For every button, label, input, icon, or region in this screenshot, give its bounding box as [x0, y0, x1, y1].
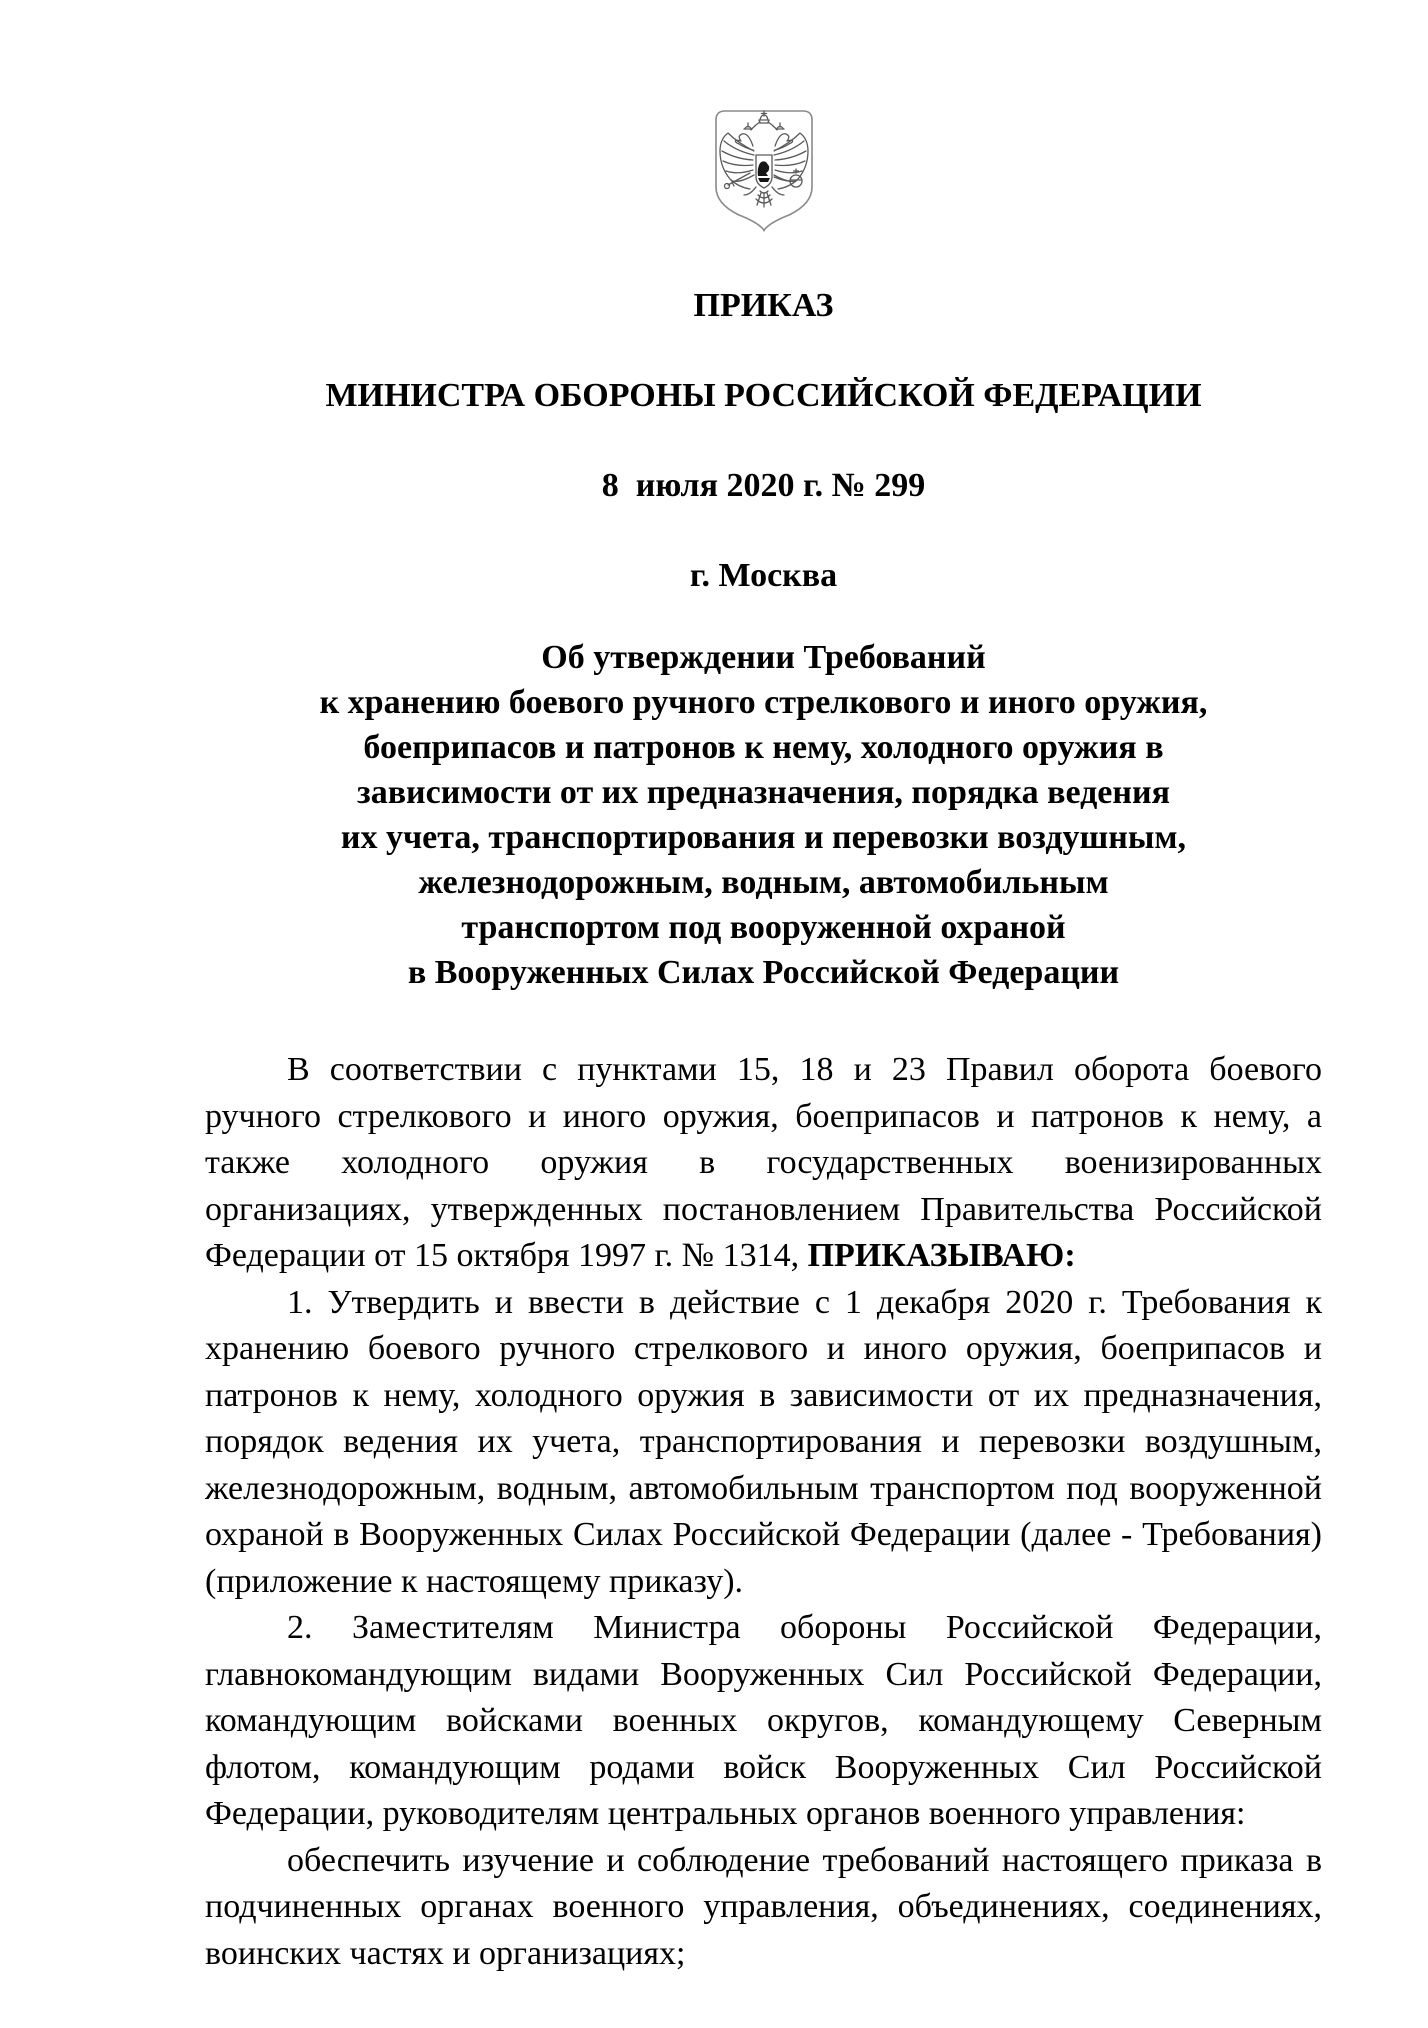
subject-line: в Вооруженных Силах Российской Федерации — [407, 954, 1120, 991]
subject-heading — [205, 635, 1322, 995]
document-body — [205, 1047, 1322, 1977]
russian-coat-of-arms-icon — [708, 103, 820, 233]
subject-line: боеприпасов и патронов к нему, холодного оружия в — [363, 729, 1164, 766]
place-of-issue: г. Москва — [689, 557, 838, 594]
paragraph-ensure-compliance: обеспечить изучение и соблюдение требований настоящего приказа в подчиненных органах военного управления, объединениях, соединениях, воинских частях и организациях; — [205, 1841, 1322, 1972]
subject-line: зависимости от их предназначения, порядка ведения — [357, 774, 1170, 811]
subject-line: Об утверждении Требований — [541, 639, 986, 676]
paragraph-item-1: 1. Утвердить и ввести в действие с 1 декабря 2020 г. Требования к хранению боевого ручного стрелкового и иного оружия, боеприпасов и патронов к нему, холодного оружия в зависимости от их предназначения, порядок ведения их учета, транспортирования и перевозки воздушным, железнодорожным, водным, автомобильным транспортом под вооруженной охраной в Вооруженных Силах Российской Федерации (далее - Требования) (приложение к настоящему приказу). — [205, 1283, 1322, 1600]
subject-line: железнодорожным, водным, автомобильным — [418, 864, 1109, 901]
subject-line: к хранению боевого ручного стрелкового и иного оружия, — [319, 684, 1208, 721]
paragraph-item-2: 2. Заместителям Министра обороны Российской Федерации, главнокомандующим видами Вооруженных Сил Российской Федерации, командующим войсками военных округов, командующему Северным флотом, командующим родами войск Вооруженных Сил Российской Федерации, руководителям центральных органов военного управления: — [205, 1609, 1322, 1832]
paragraph-preamble — [205, 1047, 1322, 1280]
subject-line: транспортом под вооруженной охраной — [461, 909, 1066, 946]
prikazyvayu-keyword: ПРИКАЗЫВАЮ: — [807, 1237, 1076, 1274]
issuing-authority: МИНИСТРА ОБОРОНЫ РОССИЙСКОЙ ФЕДЕРАЦИИ — [325, 377, 1202, 414]
date-and-number: 8 июля 2020 г. № 299 — [601, 467, 926, 504]
text-column — [205, 0, 1322, 1977]
subject-line: их учета, транспортирования и перевозки воздушным, — [340, 819, 1187, 856]
emblem-wrap — [205, 103, 1322, 235]
document-type-title: ПРИКАЗ — [693, 287, 834, 324]
preamble-text: В соответствии с пунктами 15, 18 и 23 Правил оборота боевого ручного стрелкового и иного оружия, боеприпасов и патронов к нему, а также холодного оружия в государственных военизированных организациях, утвержденных постановлением Правительства Российской Федерации от 15 октября 1997 г. № 1314, — [205, 1051, 1322, 1274]
